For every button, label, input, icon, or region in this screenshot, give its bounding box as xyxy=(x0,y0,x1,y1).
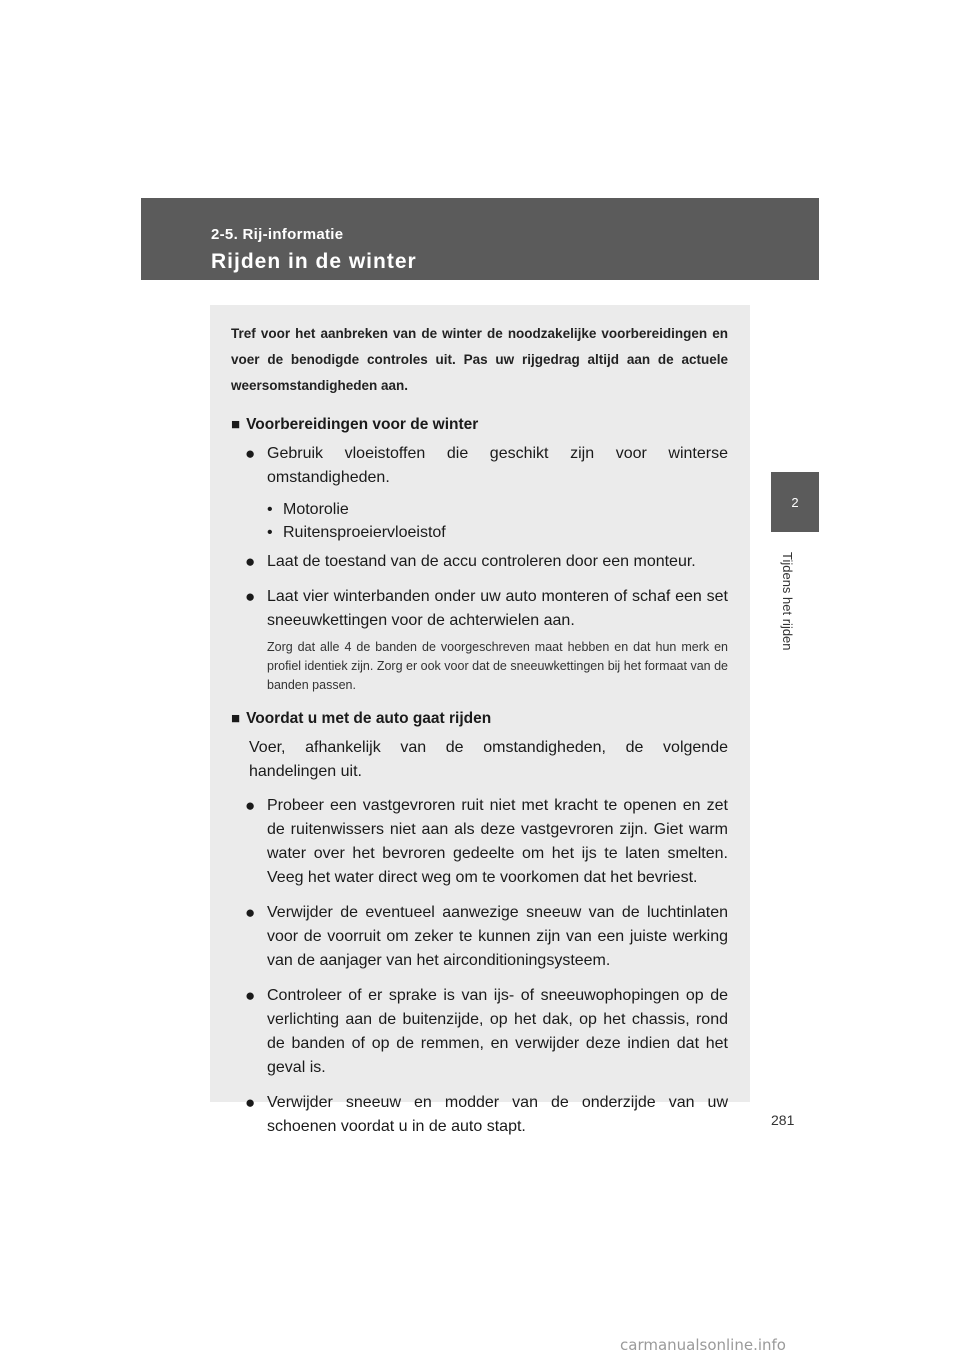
chapter-number: 2 xyxy=(791,494,799,510)
watermark: carmanualsonline.info xyxy=(620,1336,786,1354)
bullet-icon: ● xyxy=(245,903,256,922)
bullet-icon: ● xyxy=(245,444,256,463)
chapter-label: Tijdens het rijden xyxy=(780,552,795,651)
list-item xyxy=(231,794,728,890)
bullet-icon: ● xyxy=(245,552,256,571)
list-item xyxy=(231,585,728,633)
bullet-icon: ● xyxy=(245,796,256,815)
section-intro: Voer, afhankelijk van de omstandigheden, de volgende handelingen uit. xyxy=(249,739,728,780)
sub-item: • Ruitensproeiervloeistof xyxy=(267,521,728,544)
page-number: 281 xyxy=(771,1112,795,1128)
list-item-text: Controleer of er sprake is van ijs- of sneeuwophopingen op de verlichting aan de buitenzijde, op het dak, op het chassis, rond de banden of op de remmen, en verwijder deze indien dat het geval is. xyxy=(267,987,728,1076)
tire-note: Zorg dat alle 4 de banden de voorgeschreven maat hebben en dat hun merk en profiel identiek zijn. Zorg er ook voor dat de sneeuwkettingen bij het formaat van de banden passen. xyxy=(267,640,728,692)
page-title: Rijden in de winter xyxy=(211,250,417,273)
list-item-text: Verwijder sneeuw en modder van de onderzijde van uw schoenen voordat u in de auto stapt. xyxy=(267,1094,728,1135)
header-band xyxy=(141,198,819,280)
list-item xyxy=(231,901,728,973)
heading-text: Voorbereidingen voor de winter xyxy=(246,416,479,433)
section-heading-winter-prep xyxy=(231,413,728,437)
list-item-text: Gebruik vloeistoffen die geschikt zijn voor winterse omstandigheden. xyxy=(267,445,728,486)
list-item xyxy=(231,550,728,574)
list-item-text: Probeer een vastgevroren ruit niet met kracht te openen en zet de ruitenwissers niet aan als deze vastgevroren zijn. Giet warm water over het bevroren gedeelte om het ijs te laten smelten. Veeg het water direct weg om te voorkomen dat het bevriest. xyxy=(267,797,728,886)
bullet-icon: ● xyxy=(245,1093,256,1112)
square-icon: ■ xyxy=(231,710,241,727)
intro-text: Tref voor het aanbreken van de winter de noodzakelijke voorbereidingen en voer de benodigde controles uit. Pas uw rijgedrag altijd aan de actuele weersomstandigheden aan. xyxy=(231,326,728,393)
bullet-icon: ● xyxy=(245,587,256,606)
square-icon: ■ xyxy=(231,416,241,433)
heading-text: Voordat u met de auto gaat rijden xyxy=(246,710,492,727)
content-box xyxy=(210,305,750,1135)
section-heading-before-driving xyxy=(231,707,728,731)
section-label: 2-5. Rij-informatie xyxy=(211,226,344,243)
list-item-text: Verwijder de eventueel aanwezige sneeuw van de luchtinlaten voor de voorruit om zeker te kunnen zijn van een juiste werking van de aanjager van het airconditioningsysteem. xyxy=(267,904,728,969)
sub-item: • Motorolie xyxy=(267,498,728,521)
bullet-icon: ● xyxy=(245,986,256,1005)
chapter-tab xyxy=(771,472,819,532)
fluid-sublist xyxy=(267,498,728,544)
list-item-text: Laat vier winterbanden onder uw auto monteren of schaf een set sneeuwkettingen voor de achterwielen aan. xyxy=(267,588,728,629)
list-item xyxy=(231,442,728,490)
list-item xyxy=(231,1091,728,1139)
list-item xyxy=(231,984,728,1080)
list-item-text: Laat de toestand van de accu controleren door een monteur. xyxy=(267,553,696,570)
